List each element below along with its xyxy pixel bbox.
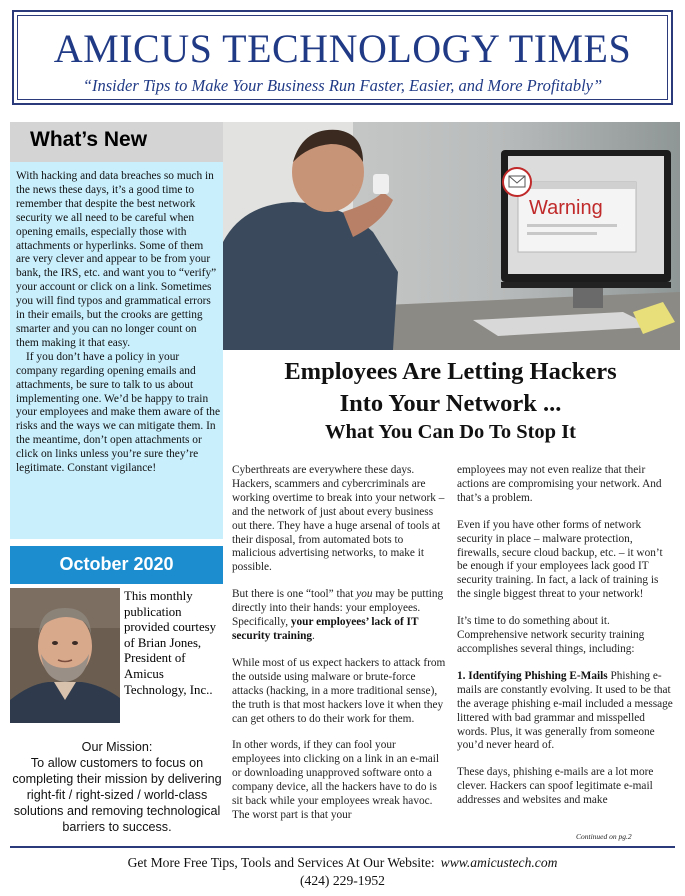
article-paragraph (457, 670, 675, 753)
article-paragraph (232, 588, 446, 644)
footer (0, 846, 685, 896)
newsletter-tagline: “Insider Tips to Make Your Business Run Faster, Easier, and More Profitably” (82, 76, 603, 95)
section-heading: 1. Identifying Phishing E-Mails (457, 669, 608, 682)
text-run: . (312, 629, 315, 642)
footer-cta-text: Get More Free Tips, Tools and Services At Our Website: (127, 855, 435, 870)
article-headline (228, 356, 673, 444)
mission-title: Our Mission: (81, 740, 153, 754)
website-link[interactable]: www.amicustech.com (440, 855, 558, 870)
hero-image (223, 122, 680, 350)
article-paragraph: Cyberthreats are everywhere these days. Hackers, scammers and cybercriminals are working overtime to break into your network – and the network of just about every business out there. They have a huge arsenal of tools at their disposal, from automated bots to malicious advertising networks, to make it possible. (232, 464, 445, 574)
whats-new-header (10, 122, 223, 162)
masthead (12, 10, 673, 105)
issue-date-banner (10, 546, 223, 584)
article-subheadline: What You Can Do To Stop It (324, 421, 576, 443)
article-column-2 (457, 464, 675, 821)
continued-note: Continued on pg.2 (576, 832, 632, 841)
mission-statement (12, 739, 222, 835)
text-run: may be putting directly into their hands: your employees. Specifically, (232, 588, 444, 629)
whats-new-body (16, 170, 220, 476)
article-paragraph: It’s time to do something about it. Comprehensive network security training accomplishes several things, including: (457, 615, 645, 655)
article-paragraph: In other words, if they can fool your employees into clicking on a link in an e-mail or downloading unapproved software onto a company device, all the hackers have to do is sit back while your employees wreak havoc. The worst part is that your (232, 739, 440, 821)
footer-divider (10, 846, 675, 848)
headline-line-1: Employees Are Letting Hackers (284, 358, 617, 385)
headline-line-2: Into Your Network ... (339, 390, 562, 417)
footer-cta (0, 855, 685, 871)
whats-new-paragraph: With hacking and data breaches so much in the news these days, it’s a good time to remember that despite the best network security we all need to be careful when opening emails, especially those with attachments or hyperlinks. Some of them are very clever and appear to be from your bank, the IRS, etc. and want you to “verify” your account or click on a link. Sometimes you will find typos and grammatical errors in their emails, but the crooks are getting smarter and you can no longer count on them making it that easy. (16, 170, 217, 349)
publication-note: This monthly publication provided courtesy of Brian Jones, President of Amicus Technology, Inc.. (124, 589, 217, 697)
text-run: But there is one “tool” that (232, 588, 357, 601)
article-paragraph: While most of us expect hackers to attack from the outside using malware or brute-force attacks (hacking, in a more traditional sense), the truth is that most hackers love it when they can get others to do their work for them. (232, 656, 446, 725)
hacker-warning-illustration (223, 122, 680, 350)
issue-date: October 2020 (59, 554, 174, 574)
newsletter-title: AMICUS TECHNOLOGY TIMES (53, 26, 632, 71)
warning-text: Warning (529, 197, 603, 219)
whats-new-panel (10, 122, 223, 539)
text-run: Phishing e-mails are constantly evolving. It used to be that the average phishing e-mail included a message littered with bad grammar and misspelled words. Plus, it was generally from someone you’d never heard of. (457, 669, 673, 752)
portrait-illustration (10, 588, 120, 723)
whats-new-title: What’s New (30, 128, 148, 151)
phone-number: (424) 229-1952 (300, 873, 385, 888)
article-paragraph: employees may not even realize that their actions are compromising your network. And that’s a problem. (457, 464, 662, 504)
mission-text: To allow customers to focus on completing their mission by delivering right-fit / right-sized / world-class solutions and removing technological barriers to success. (12, 756, 222, 834)
whats-new-paragraph: If you don’t have a policy in your company regarding opening emails and attachments, be sure to talk to us about implementing one. We’d be happy to train your employees and make them aware of the risks and the ways we can mitigate them. In the meantime, don’t open attachments or click on links unless you’re sure they’re legitimate. Constant vigilance! (16, 350, 221, 475)
author-portrait (10, 588, 120, 723)
emphasis-text: you (356, 588, 373, 601)
article-paragraph: Even if you have other forms of network security in place – malware protection, firewalls, secure cloud backup, etc. – it won’t be enough if your employees lack good IT security training. In fact, a lack of training is the single biggest threat to your network! (457, 518, 663, 601)
article-column-1 (232, 464, 446, 836)
masthead-inner-border (17, 15, 668, 100)
bold-text: your employees’ lack of IT security training (232, 616, 419, 642)
article-paragraph: These days, phishing e-mails are a lot more clever. Hackers can spoof legitimate e-mail addresses and websites and make (457, 766, 654, 807)
